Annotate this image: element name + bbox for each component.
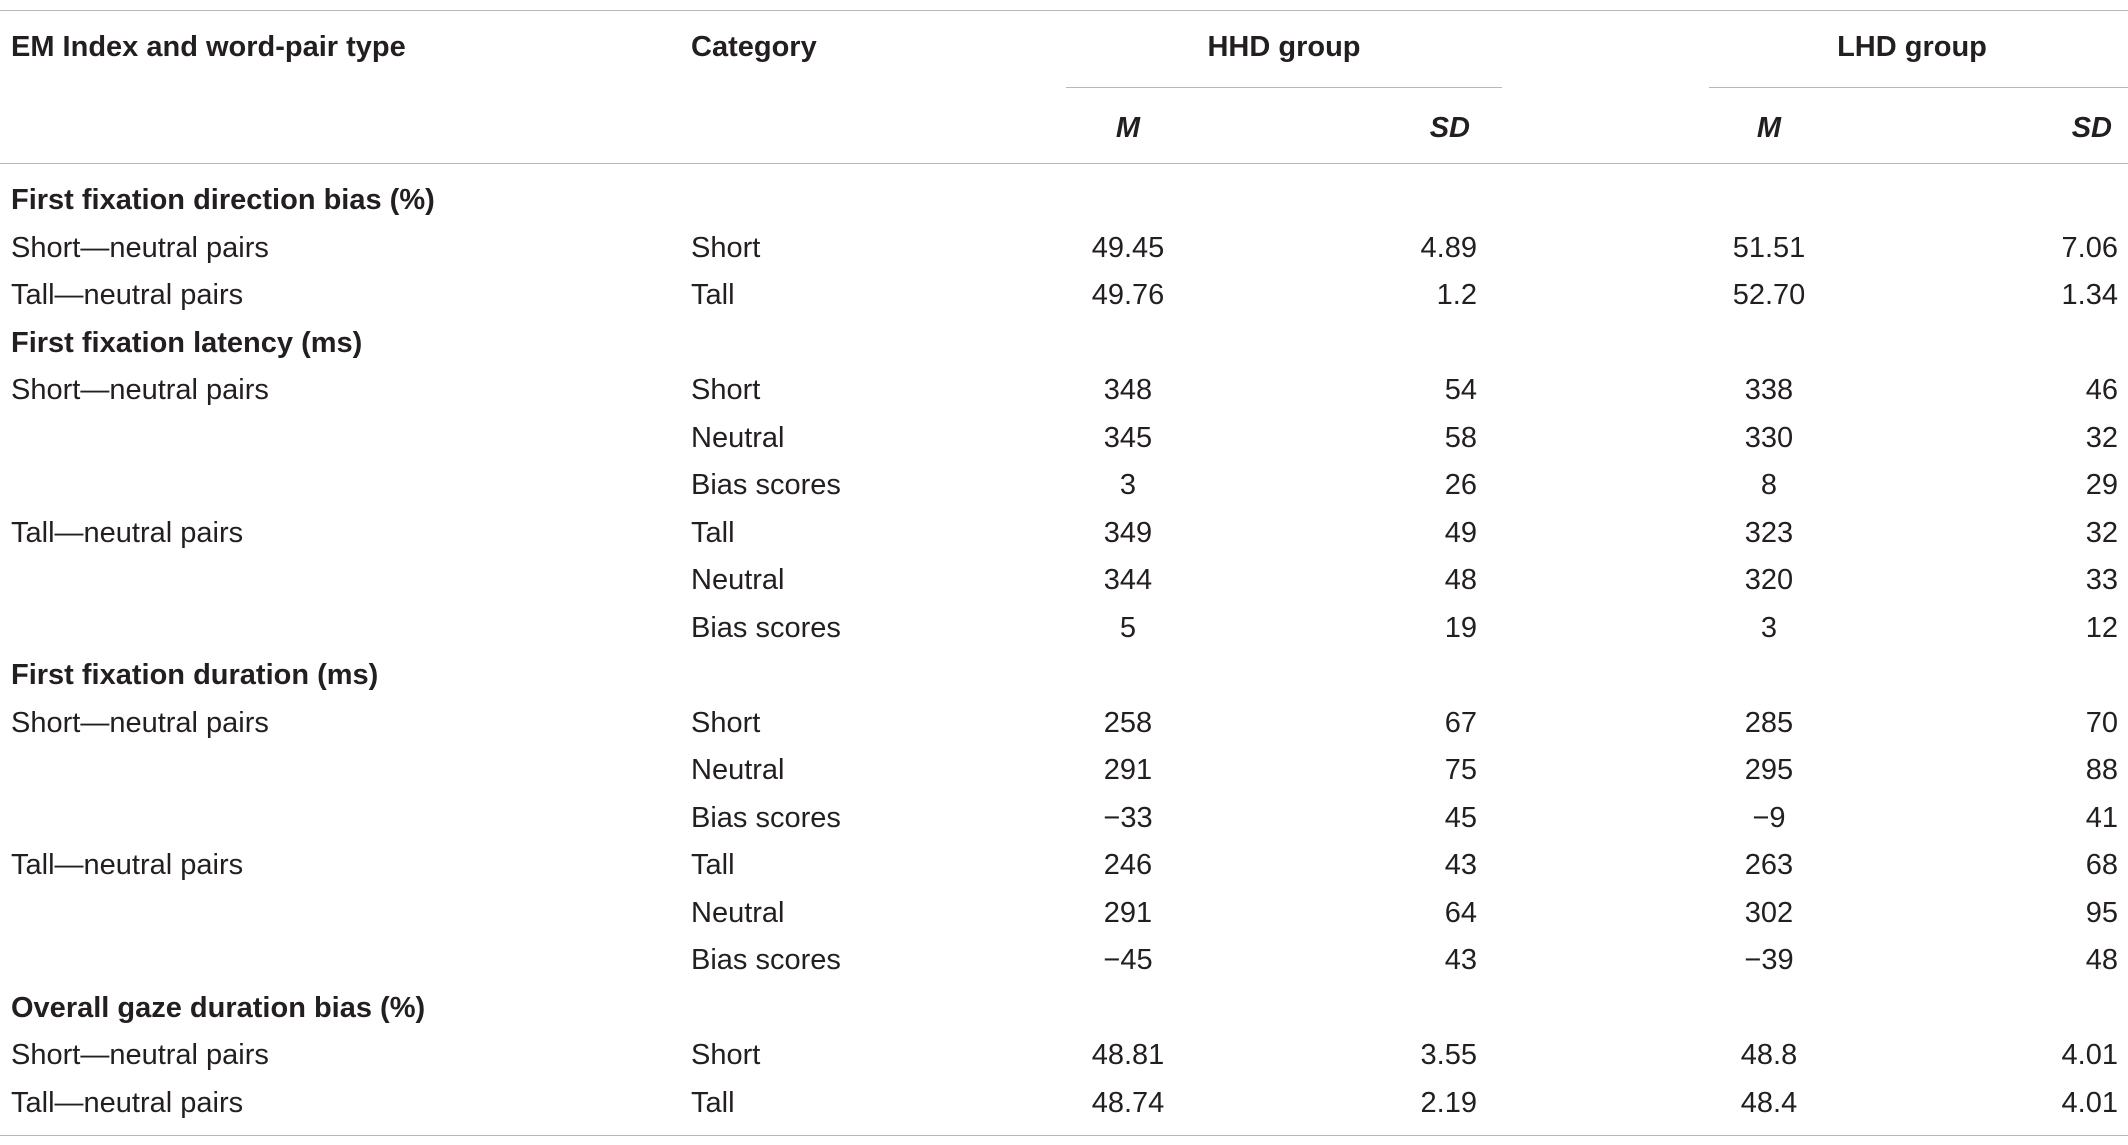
lhd-sd-cell: 32 xyxy=(2085,516,2118,549)
column-header-hhd-sd: SD xyxy=(1429,112,1470,144)
hhd-mean-cell: 48.74 xyxy=(1091,1086,1165,1119)
hhd-mean-cell: 348 xyxy=(1103,374,1153,406)
hhd-sd-cell: 64 xyxy=(1444,896,1477,929)
lhd-mean-cell: 330 xyxy=(1744,421,1794,454)
lhd-mean-cell: 48.8 xyxy=(1740,1039,1798,1071)
hhd-sd-cell: 45 xyxy=(1444,801,1477,834)
hhd-mean-cell: 291 xyxy=(1103,896,1153,929)
column-header-lhd-sd: SD xyxy=(2071,112,2112,144)
word-pair-type-cell: Short—neutral pairs xyxy=(11,706,269,739)
lhd-mean-cell: 320 xyxy=(1744,564,1794,596)
lhd-sd-cell: 29 xyxy=(2085,469,2118,501)
hhd-mean-cell: 291 xyxy=(1103,754,1153,786)
column-header-lhd-group: LHD group xyxy=(1837,31,1987,63)
lhd-mean-cell: 302 xyxy=(1744,896,1794,929)
category-cell: Bias scores xyxy=(691,611,841,644)
column-header-lhd-m: M xyxy=(1756,112,1782,144)
hhd-sd-cell: 43 xyxy=(1444,849,1477,881)
category-cell: Neutral xyxy=(691,421,785,454)
lhd-mean-cell: 295 xyxy=(1744,754,1794,786)
lhd-mean-cell: 323 xyxy=(1744,516,1794,549)
lhd-mean-cell: 8 xyxy=(1760,469,1778,501)
category-cell: Tall xyxy=(691,279,735,311)
category-cell: Neutral xyxy=(691,564,785,596)
category-cell: Bias scores xyxy=(691,801,841,834)
hhd-sd-cell: 58 xyxy=(1444,421,1477,454)
hhd-mean-cell: 345 xyxy=(1103,421,1153,454)
lhd-sd-cell: 7.06 xyxy=(2061,231,2118,264)
lhd-group-underline xyxy=(1709,87,2128,88)
lhd-sd-cell: 95 xyxy=(2085,896,2118,929)
column-header-category: Category xyxy=(691,31,817,63)
category-cell: Tall xyxy=(691,849,735,881)
hhd-group-underline xyxy=(1066,87,1502,88)
column-header-hhd-m: M xyxy=(1115,112,1141,144)
section-title: First fixation latency (ms) xyxy=(11,326,363,359)
category-cell: Short xyxy=(691,231,761,264)
column-header-em-index: EM Index and word-pair type xyxy=(11,31,406,63)
hhd-sd-cell: 48 xyxy=(1444,564,1477,596)
hhd-mean-cell: 344 xyxy=(1103,564,1153,596)
category-cell: Tall xyxy=(691,1086,735,1119)
hhd-mean-cell: 3 xyxy=(1119,469,1137,501)
hhd-mean-cell: 258 xyxy=(1103,706,1153,739)
lhd-sd-cell: 88 xyxy=(2085,754,2118,786)
lhd-mean-cell: 338 xyxy=(1744,374,1794,406)
hhd-mean-cell: 48.81 xyxy=(1091,1039,1165,1071)
lhd-sd-cell: 4.01 xyxy=(2061,1086,2118,1119)
lhd-mean-cell: 48.4 xyxy=(1740,1086,1798,1119)
section-title: First fixation duration (ms) xyxy=(11,659,379,691)
lhd-sd-cell: 33 xyxy=(2085,564,2118,596)
hhd-sd-cell: 1.2 xyxy=(1436,279,1477,311)
word-pair-type-cell: Tall—neutral pairs xyxy=(11,279,244,311)
word-pair-type-cell: Short—neutral pairs xyxy=(11,1039,269,1071)
hhd-mean-cell: 349 xyxy=(1103,516,1153,549)
lhd-mean-cell: 52.70 xyxy=(1732,279,1806,311)
table-top-rule xyxy=(0,10,2128,11)
hhd-mean-cell: 49.45 xyxy=(1091,231,1165,264)
category-cell: Neutral xyxy=(691,896,785,929)
lhd-sd-cell: 70 xyxy=(2085,706,2118,739)
hhd-mean-cell: 246 xyxy=(1103,849,1153,881)
hhd-sd-cell: 19 xyxy=(1444,611,1477,644)
word-pair-type-cell: Tall—neutral pairs xyxy=(11,1086,244,1119)
lhd-sd-cell: 68 xyxy=(2085,849,2118,881)
category-cell: Short xyxy=(691,1039,761,1071)
column-header-hhd-group: HHD group xyxy=(1207,31,1361,63)
lhd-mean-cell: −9 xyxy=(1752,801,1786,834)
hhd-sd-cell: 67 xyxy=(1444,706,1477,739)
word-pair-type-cell: Tall—neutral pairs xyxy=(11,516,244,549)
section-title: First fixation direction bias (%) xyxy=(11,184,435,216)
word-pair-type-cell: Short—neutral pairs xyxy=(11,374,269,406)
hhd-sd-cell: 49 xyxy=(1444,516,1477,549)
section-title: Overall gaze duration bias (%) xyxy=(11,991,426,1024)
lhd-mean-cell: 285 xyxy=(1744,706,1794,739)
table-bottom-rule xyxy=(0,1135,2128,1136)
hhd-sd-cell: 2.19 xyxy=(1420,1086,1477,1119)
lhd-mean-cell: 51.51 xyxy=(1732,231,1806,264)
header-bottom-rule xyxy=(0,163,2128,164)
lhd-sd-cell: 32 xyxy=(2085,421,2118,454)
category-cell: Short xyxy=(691,374,761,406)
lhd-sd-cell: 4.01 xyxy=(2061,1039,2118,1071)
category-cell: Short xyxy=(691,706,761,739)
hhd-mean-cell: −45 xyxy=(1103,944,1153,976)
category-cell: Bias scores xyxy=(691,469,841,501)
word-pair-type-cell: Tall—neutral pairs xyxy=(11,849,244,881)
hhd-mean-cell: 49.76 xyxy=(1091,279,1165,311)
lhd-sd-cell: 41 xyxy=(2085,801,2118,834)
hhd-sd-cell: 26 xyxy=(1444,469,1477,501)
hhd-sd-cell: 75 xyxy=(1444,754,1477,786)
hhd-sd-cell: 54 xyxy=(1444,374,1477,406)
lhd-sd-cell: 48 xyxy=(2085,944,2118,976)
word-pair-type-cell: Short—neutral pairs xyxy=(11,231,269,264)
lhd-mean-cell: 263 xyxy=(1744,849,1794,881)
lhd-sd-cell: 1.34 xyxy=(2061,279,2118,311)
lhd-sd-cell: 46 xyxy=(2085,374,2118,406)
lhd-mean-cell: −39 xyxy=(1744,944,1794,976)
category-cell: Tall xyxy=(691,516,735,549)
category-cell: Bias scores xyxy=(691,944,841,976)
hhd-mean-cell: −33 xyxy=(1103,801,1153,834)
hhd-sd-cell: 43 xyxy=(1444,944,1477,976)
hhd-sd-cell: 3.55 xyxy=(1420,1039,1477,1071)
category-cell: Neutral xyxy=(691,754,785,786)
hhd-sd-cell: 4.89 xyxy=(1420,231,1477,264)
lhd-sd-cell: 12 xyxy=(2085,611,2118,644)
lhd-mean-cell: 3 xyxy=(1760,611,1778,644)
hhd-mean-cell: 5 xyxy=(1119,611,1137,644)
